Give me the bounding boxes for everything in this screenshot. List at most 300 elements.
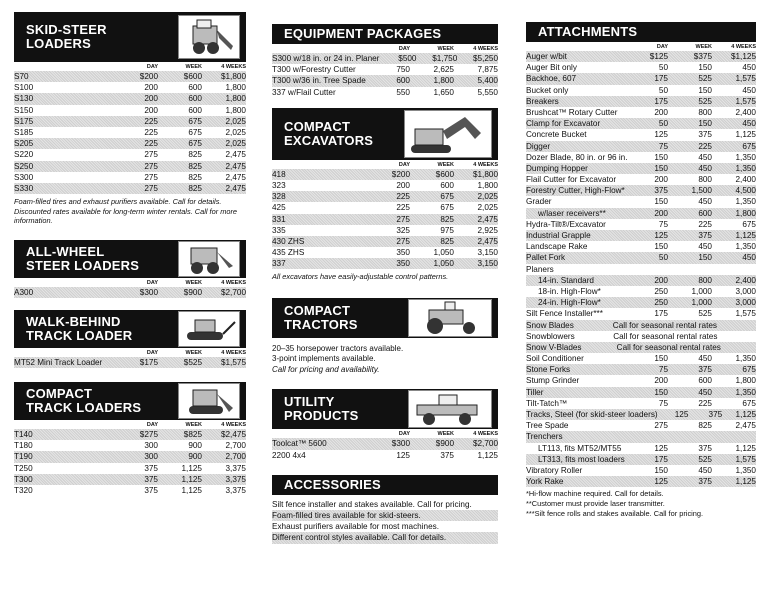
four-week-rate: $2,475 xyxy=(220,429,246,439)
four-week-rate: 1,125 xyxy=(477,450,498,460)
walk-behind-loader-icon xyxy=(178,311,240,347)
table-row xyxy=(526,219,756,230)
four-week-rate: 675 xyxy=(742,141,756,151)
table-row xyxy=(14,93,246,104)
model-name: S70 xyxy=(14,72,29,81)
four-week-rate: 1,350 xyxy=(735,197,756,207)
four-week-rate: 1,575 xyxy=(735,96,756,106)
day-rate: 225 xyxy=(396,203,410,213)
table-row xyxy=(526,342,756,353)
table-row xyxy=(272,236,498,247)
attachment-name: Grader xyxy=(526,197,552,207)
week-rate: $525 xyxy=(183,357,202,367)
skid-title-line2: LOADERS xyxy=(26,36,91,51)
attachment-name: Tilt-Tatch™ xyxy=(526,398,568,408)
four-week-rate: $1,575 xyxy=(220,357,246,367)
four-week-rate: 2,475 xyxy=(477,236,498,246)
cex-title-line2: EXCAVATORS xyxy=(284,132,374,148)
all-wheel-steer-loader-icon xyxy=(178,241,240,277)
attachment-name: w/laser receivers** xyxy=(538,208,606,218)
ctl-title-line1: COMPACT xyxy=(26,385,93,401)
table-row xyxy=(272,169,498,180)
attachment-name: Concrete Bucket xyxy=(526,130,587,140)
week-rate: 525 xyxy=(698,454,712,464)
att-table xyxy=(526,51,756,487)
week-rate: 450 xyxy=(698,163,712,173)
awsl-title-line2: STEER LOADERS xyxy=(26,257,140,273)
week-rate: 675 xyxy=(440,192,454,202)
table-row xyxy=(272,87,498,98)
four-week-rate: 2,025 xyxy=(225,139,246,149)
week-rate: 2,625 xyxy=(433,65,454,75)
day-rate: 350 xyxy=(396,248,410,258)
four-week-rate: 2,475 xyxy=(225,183,246,193)
four-week-rate: 2,400 xyxy=(735,275,756,285)
week-rate: 825 xyxy=(188,161,202,171)
table-row xyxy=(526,196,756,207)
ctr-line: 20–35 horsepower tractors available. xyxy=(272,343,404,353)
table-row xyxy=(14,451,246,462)
week-rate: 450 xyxy=(698,465,712,475)
model-name: S300 w/18 in. or 24 in. Planer xyxy=(272,54,380,63)
day-rate: 375 xyxy=(654,186,668,196)
day-rate: 275 xyxy=(396,214,410,224)
ctr-title-line1: COMPACT xyxy=(284,302,351,318)
model-name: T180 xyxy=(14,441,33,451)
day-rate: 225 xyxy=(144,127,158,137)
week-rate: 525 xyxy=(698,309,712,319)
week-rate: 375 xyxy=(698,443,712,453)
week-rate: 1,500 xyxy=(691,186,712,196)
day-rate: 300 xyxy=(144,441,158,451)
attachment-name: 14-in. Standard xyxy=(538,275,594,285)
table-row xyxy=(272,438,498,449)
section-header-equipment-packages: EQUIPMENT PACKAGES xyxy=(272,24,498,44)
table-row xyxy=(526,118,756,129)
ctl-title-line2: TRACK LOADERS xyxy=(26,399,142,415)
four-week-rate xyxy=(712,264,756,275)
model-name: S185 xyxy=(14,127,34,137)
model-name: 335 xyxy=(272,225,286,235)
week-rate: 1,800 xyxy=(433,76,454,86)
week-rate: 1,650 xyxy=(433,87,454,97)
day-rate: 275 xyxy=(144,183,158,193)
four-week-rate: 2,025 xyxy=(477,192,498,202)
equip-table xyxy=(272,53,498,98)
four-week-rate: 450 xyxy=(742,253,756,263)
skid-title-line1: SKID-STEER xyxy=(26,22,107,37)
four-week-rate: 1,350 xyxy=(735,387,756,397)
four-week-rate: 1,125 xyxy=(735,477,756,487)
table-row xyxy=(14,116,246,127)
day-rate: 375 xyxy=(144,463,158,473)
model-name: 425 xyxy=(272,203,286,213)
four-week-rate: 3,375 xyxy=(225,474,246,484)
equip-col-headers: DAY WEEK 4 WEEKS xyxy=(398,46,498,52)
day-rate: 325 xyxy=(396,225,410,235)
table-row xyxy=(14,429,246,440)
four-week-rate: 1,800 xyxy=(225,83,246,93)
attachment-name: Snowblowers xyxy=(526,331,575,341)
attachment-name: Dozer Blade, 80 in. or 96 in. xyxy=(526,152,628,162)
rate-note: Call for seasonal rental rates xyxy=(612,320,717,330)
four-week-rate: 2,025 xyxy=(225,116,246,126)
four-week-rate: 3,000 xyxy=(735,298,756,308)
attachment-name: Digger xyxy=(526,141,551,151)
day-rate: 200 xyxy=(144,105,158,115)
model-name: 435 ZHS xyxy=(272,248,305,258)
att-col-headers: DAY WEEK 4 WEEKS xyxy=(656,44,756,50)
awsl-table xyxy=(14,287,246,298)
week-rate: 675 xyxy=(188,116,202,126)
four-week-rate: 2,475 xyxy=(225,172,246,182)
table-row xyxy=(526,443,756,454)
attachment-name: Clamp for Excavator xyxy=(526,119,601,129)
cex-title-line1: COMPACT xyxy=(284,118,351,134)
four-week-rate: 3,375 xyxy=(225,485,246,495)
attachment-name: Hydra-Tilt®/Excavator xyxy=(526,219,606,229)
four-week-rate: 1,575 xyxy=(735,454,756,464)
model-name: S100 xyxy=(14,83,34,93)
four-week-rate: 1,800 xyxy=(477,180,498,190)
table-row xyxy=(526,375,756,386)
week-rate xyxy=(668,431,712,442)
table-row xyxy=(14,287,246,298)
model-name: 2200 4x4 xyxy=(272,450,306,460)
table-row xyxy=(14,149,246,160)
acc-line: Foam-filled tires available for skid-steers. xyxy=(272,510,498,521)
four-week-rate: 1,800 xyxy=(735,376,756,386)
day-rate: 50 xyxy=(658,253,668,263)
table-row xyxy=(526,107,756,118)
four-week-rate: 3,000 xyxy=(735,286,756,296)
table-row xyxy=(526,398,756,409)
table-row xyxy=(526,152,756,163)
rate-note: Call for seasonal rental rates xyxy=(616,342,721,352)
day-rate: $200 xyxy=(391,169,410,179)
section-header-utility-products xyxy=(272,389,498,429)
day-rate: $125 xyxy=(649,52,668,61)
model-name: 328 xyxy=(272,192,286,202)
day-rate: $300 xyxy=(391,439,410,449)
week-rate: 600 xyxy=(188,105,202,115)
table-row xyxy=(526,264,756,275)
cex-note: All excavators have easily-adjustable control patterns. xyxy=(272,272,449,282)
day-rate: 250 xyxy=(654,298,668,308)
week-rate: 675 xyxy=(440,203,454,213)
att-footnote: **Customer must provide laser transmitter. xyxy=(526,499,665,509)
four-week-rate: 2,025 xyxy=(477,203,498,213)
day-rate: 225 xyxy=(144,139,158,149)
table-row xyxy=(272,75,498,86)
model-name: T140 xyxy=(14,429,33,439)
ctr-title-line2: TRACTORS xyxy=(284,316,358,332)
week-rate: 375 xyxy=(698,365,712,375)
model-name: A300 xyxy=(14,287,34,297)
week-rate: 600 xyxy=(698,208,712,218)
day-rate: 125 xyxy=(674,410,689,419)
day-rate: 175 xyxy=(654,454,668,464)
attachment-name: Industrial Grapple xyxy=(526,231,591,240)
column-left xyxy=(14,0,246,592)
four-week-rate: 1,125 xyxy=(735,231,756,240)
day-rate: 550 xyxy=(396,87,410,97)
week-rate: 1,000 xyxy=(691,286,712,296)
day-rate: 350 xyxy=(396,259,410,269)
table-row xyxy=(526,241,756,252)
attachment-name: Stump Grinder xyxy=(526,376,580,386)
day-rate: 600 xyxy=(396,76,410,86)
cex-col-headers: DAY WEEK 4 WEEKS xyxy=(398,161,498,168)
table-row xyxy=(272,225,498,236)
model-name: 430 ZHS xyxy=(272,236,305,246)
section-header-compact-tractors xyxy=(272,298,498,338)
wbtl-table xyxy=(14,357,246,368)
attachment-name: Trenchers xyxy=(526,432,563,442)
table-row xyxy=(272,450,498,461)
week-rate: 1,125 xyxy=(181,474,202,484)
four-week-rate: 2,475 xyxy=(225,150,246,160)
week-rate: 150 xyxy=(698,253,712,263)
table-row xyxy=(526,454,756,465)
four-week-rate: 450 xyxy=(742,85,756,95)
week-rate xyxy=(668,264,712,275)
attachment-name: Snow Blades xyxy=(526,320,574,330)
table-row xyxy=(526,465,756,476)
day-rate: 275 xyxy=(396,236,410,246)
table-row xyxy=(526,364,756,375)
day-rate: 200 xyxy=(144,94,158,104)
awsl-title-line1: ALL-WHEEL xyxy=(26,243,105,259)
model-name: T190 xyxy=(14,452,33,462)
model-name: S205 xyxy=(14,139,34,149)
four-week-rate: 1,350 xyxy=(735,152,756,162)
model-name: T300 xyxy=(14,474,33,484)
attachment-name: Planers xyxy=(526,264,554,274)
week-rate: 600 xyxy=(188,94,202,104)
four-week-rate: $1,800 xyxy=(472,169,498,179)
four-week-rate: 1,800 xyxy=(225,105,246,115)
week-rate: 800 xyxy=(698,275,712,285)
four-week-rate: $2,700 xyxy=(220,287,246,297)
four-week-rate: 1,125 xyxy=(735,410,757,419)
week-rate: 150 xyxy=(698,85,712,95)
model-name: MT52 Mini Track Loader xyxy=(14,357,103,367)
day-rate: 50 xyxy=(658,85,668,95)
week-rate: 825 xyxy=(188,150,202,160)
four-week-rate: 675 xyxy=(742,219,756,229)
attachment-name: Tiller xyxy=(526,387,544,397)
table-row xyxy=(14,357,246,368)
table-row xyxy=(14,172,246,183)
section-header-compact-excavators xyxy=(272,108,498,160)
ctr-line: Call for pricing and availability. xyxy=(272,364,380,374)
week-rate: 825 xyxy=(698,421,712,431)
four-week-rate xyxy=(712,431,756,442)
table-row xyxy=(526,208,756,219)
model-name: S130 xyxy=(14,94,34,104)
day-rate: 200 xyxy=(654,275,668,285)
four-week-rate: 1,125 xyxy=(735,130,756,140)
table-row xyxy=(526,476,756,487)
week-rate: 375 xyxy=(698,231,712,240)
week-rate: 600 xyxy=(188,83,202,93)
wbtl-col-headers: DAY WEEK 4 WEEKS xyxy=(146,349,246,356)
four-week-rate: 450 xyxy=(742,119,756,129)
four-week-rate: 2,475 xyxy=(477,214,498,224)
week-rate: 1,125 xyxy=(181,463,202,473)
attachment-name: Flail Cutter for Excavator xyxy=(526,175,617,185)
attachment-name: Tree Spade xyxy=(526,421,569,431)
day-rate: 125 xyxy=(654,443,668,453)
attachment-name: Tracks, Steel (for skid-steer loaders) xyxy=(526,410,658,419)
section-header-all-wheel-steer-loaders xyxy=(14,240,246,278)
day-rate: 275 xyxy=(144,161,158,171)
table-row xyxy=(526,129,756,140)
attachment-name: York Rake xyxy=(526,477,564,487)
day-rate: 125 xyxy=(654,130,668,140)
week-rate: 1,125 xyxy=(181,485,202,495)
week-rate: 800 xyxy=(698,175,712,185)
day-rate: 150 xyxy=(654,242,668,252)
model-name: S300 xyxy=(14,172,34,182)
rate-note: Call for seasonal rental rates xyxy=(613,331,718,341)
four-week-rate: 1,350 xyxy=(735,354,756,364)
table-row xyxy=(526,409,756,420)
table-row xyxy=(14,485,246,496)
table-row xyxy=(526,286,756,297)
table-row xyxy=(272,202,498,213)
week-rate: $900 xyxy=(435,439,454,449)
week-rate: 900 xyxy=(188,441,202,451)
day-rate: 275 xyxy=(144,172,158,182)
attachment-name: Bucket only xyxy=(526,85,569,95)
week-rate: 450 xyxy=(698,354,712,364)
week-rate: 450 xyxy=(698,387,712,397)
day-rate: 375 xyxy=(144,485,158,495)
compact-track-loader-icon xyxy=(178,383,240,419)
day-rate: 150 xyxy=(654,354,668,364)
week-rate: 525 xyxy=(698,96,712,106)
day-rate: 175 xyxy=(654,96,668,106)
model-name: 418 xyxy=(272,169,286,179)
four-week-rate: 1,350 xyxy=(735,163,756,173)
day-rate: 50 xyxy=(658,63,668,73)
week-rate: 225 xyxy=(698,398,712,408)
table-row xyxy=(14,105,246,116)
table-row xyxy=(526,141,756,152)
table-row xyxy=(526,420,756,431)
four-week-rate: 1,350 xyxy=(735,242,756,252)
table-row xyxy=(526,51,756,62)
week-rate: 675 xyxy=(188,139,202,149)
four-week-rate: 2,475 xyxy=(735,421,756,431)
day-rate: 200 xyxy=(654,107,668,117)
model-name: S175 xyxy=(14,116,34,126)
att-footnotes xyxy=(526,489,756,518)
day-rate: 225 xyxy=(396,192,410,202)
day-rate: $275 xyxy=(139,429,158,439)
week-rate: 675 xyxy=(188,127,202,137)
day-rate: 75 xyxy=(658,141,668,151)
four-week-rate: 1,575 xyxy=(735,309,756,319)
week-rate: 975 xyxy=(440,225,454,235)
day-rate: 125 xyxy=(654,231,668,240)
att-footnote: *Hi-flow machine required. Call for details. xyxy=(526,489,664,499)
table-row xyxy=(14,82,246,93)
table-row xyxy=(526,85,756,96)
four-week-rate: 1,125 xyxy=(735,443,756,453)
four-week-rate: 1,575 xyxy=(735,74,756,84)
week-rate: 825 xyxy=(188,183,202,193)
attachment-name: Auger w/bit xyxy=(526,52,567,61)
week-rate: 450 xyxy=(698,242,712,252)
attachment-name: Stone Forks xyxy=(526,365,571,375)
week-rate: 150 xyxy=(698,63,712,73)
model-name: S330 xyxy=(14,183,34,193)
four-week-rate: $1,800 xyxy=(220,72,246,81)
awsl-col-headers: DAY WEEK 4 WEEKS xyxy=(146,279,246,286)
table-row xyxy=(14,183,246,194)
attachment-name: Soil Conditioner xyxy=(526,354,584,364)
four-week-rate: 2,475 xyxy=(225,161,246,171)
model-name: 323 xyxy=(272,180,286,190)
table-row xyxy=(272,247,498,258)
week-rate: 600 xyxy=(698,376,712,386)
day-rate: 75 xyxy=(658,398,668,408)
table-row xyxy=(526,252,756,263)
day-rate: 275 xyxy=(654,421,668,431)
util-title-line1: UTILITY xyxy=(284,394,335,410)
acc-line: Silt fence installer and stakes available. Call for pricing. xyxy=(272,499,472,509)
week-rate: 375 xyxy=(698,130,712,140)
table-row xyxy=(526,353,756,364)
week-rate: $375 xyxy=(693,52,712,61)
day-rate: 125 xyxy=(654,477,668,487)
table-row xyxy=(14,474,246,485)
week-rate: 375 xyxy=(440,450,454,460)
week-rate: 525 xyxy=(698,74,712,84)
acc-line: Exhaust purifiers available for most machines. xyxy=(272,522,440,532)
model-name: T320 xyxy=(14,485,33,495)
table-row xyxy=(14,161,246,172)
attachment-name: 24-in. High-Flow* xyxy=(538,298,601,308)
attachment-name: Pallet Fork xyxy=(526,253,566,263)
week-rate: $1,750 xyxy=(432,54,458,63)
table-row xyxy=(526,62,756,73)
week-rate: $600 xyxy=(435,169,454,179)
model-name: Toolcat™ 5600 xyxy=(272,439,327,449)
table-row xyxy=(526,73,756,84)
day-rate: 75 xyxy=(658,219,668,229)
day-rate: 175 xyxy=(654,309,668,319)
day-rate: 150 xyxy=(654,197,668,207)
section-header-accessories: ACCESSORIES xyxy=(272,475,498,495)
wbtl-title-line1: WALK-BEHIND xyxy=(26,313,121,329)
attachment-name: Snow V-Blades xyxy=(526,342,582,352)
section-header-walk-behind-track-loader xyxy=(14,310,246,348)
day-rate: $300 xyxy=(139,287,158,297)
four-week-rate: 2,700 xyxy=(225,441,246,451)
table-row xyxy=(272,214,498,225)
model-name: S150 xyxy=(14,105,34,115)
week-rate: 225 xyxy=(698,141,712,151)
four-week-rate: 2,025 xyxy=(225,127,246,137)
skid-table xyxy=(14,71,246,194)
acc-lines xyxy=(272,499,498,544)
table-row xyxy=(526,230,756,241)
four-week-rate: 675 xyxy=(742,365,756,375)
